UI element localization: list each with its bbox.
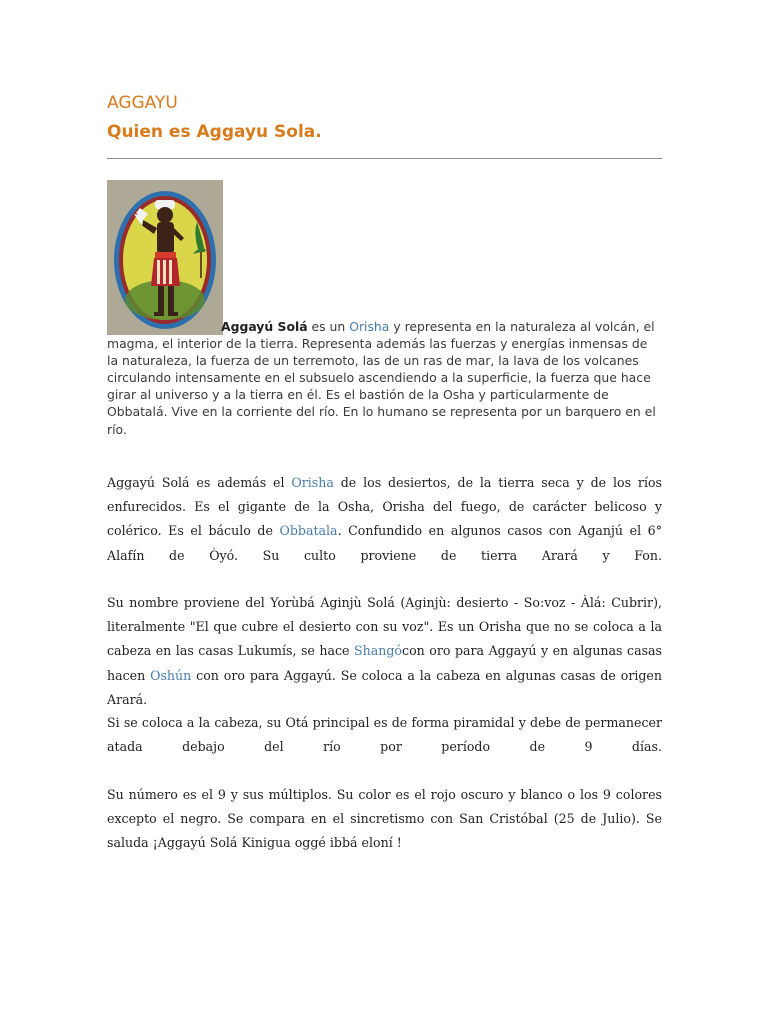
intro-paragraph [107,318,657,438]
p1-text-1: Aggayú Solá es además el [107,475,292,490]
paragraph-2 [107,591,662,712]
p3-text: Si se coloca a la cabeza, su Otá principal es de forma piramidal y debe de permanecer atada debajo del río por período de 9 días. [107,715,662,755]
subject-name: Aggayú Solá [221,319,308,334]
aggayu-image [107,180,223,335]
intro-text-1: es un [307,319,350,334]
obbatala-link[interactable]: Obbatala [279,523,338,539]
p2-text-1: Su nombre proviene del Yorùbá Aginjù Solá (Aginjù: desierto - So:voz - Àlá: Cubrir), literalmente "El que cubre el desierto con su voz". Es un Orisha que no se coloca a la cabeza en las casas Lukumís, se hace [107,595,662,659]
section-label: AGGAYU [107,93,178,113]
p1-text-2: de los desiertos, de la tierra seca y de los ríos enfurecidos. Es el gigante de la Osha, Orisha del fuego, de carácter belicoso y colérico. Es el báculo de [107,475,663,539]
p2-text-3: con oro para Aggayú. Se coloca a la cabeza en algunas casas de origen Arará. [107,667,662,707]
paragraph-1 [107,471,662,568]
intro-text-2: y representa en la naturaleza al volcán, el magma, el interior de la tierra. Representa además las fuerzas y energías inmensas de la naturaleza, la fuerza de un terremoto, las de un ras de mar, la lava de los volcanes circulando intensamente en el subsuelo ascendiendo a la superficie, la fuerza que hace girar al universo y a la tierra en él. Es el bastión de la Osha y particularmente de Obbatalá. Vive en la corriente del río. En lo humano se representa por un barquero en el río. [107,319,656,437]
page-title: Quien es Aggayu Sola. [107,122,322,142]
paragraph-3 [107,711,662,759]
orisha-link-2[interactable]: Orisha [291,475,334,490]
shango-link[interactable]: Shangó [354,643,403,659]
paragraph-4: Su número es el 9 y sus múltiplos. Su color es el rojo oscuro y blanco o los 9 colores excepto el negro. Se compara en el sincretismo con San Cristóbal (25 de Julio). Se saluda ¡Aggayú Solá Kinigua oggé ibbá eloní ! [107,787,662,851]
aggayu-illustration [107,180,223,335]
orisha-link[interactable]: Orisha [349,319,390,334]
divider [107,158,662,159]
oshun-link[interactable]: Oshún [150,667,192,683]
p1-text-3: . Confundido en algunos casos con Aganjú el 6° Alafín de Òyó. Su culto proviene de tierra Arará y Fon. [107,523,662,563]
p2-text-2: con oro para Aggayú y en algunas casas hacen [107,643,663,683]
